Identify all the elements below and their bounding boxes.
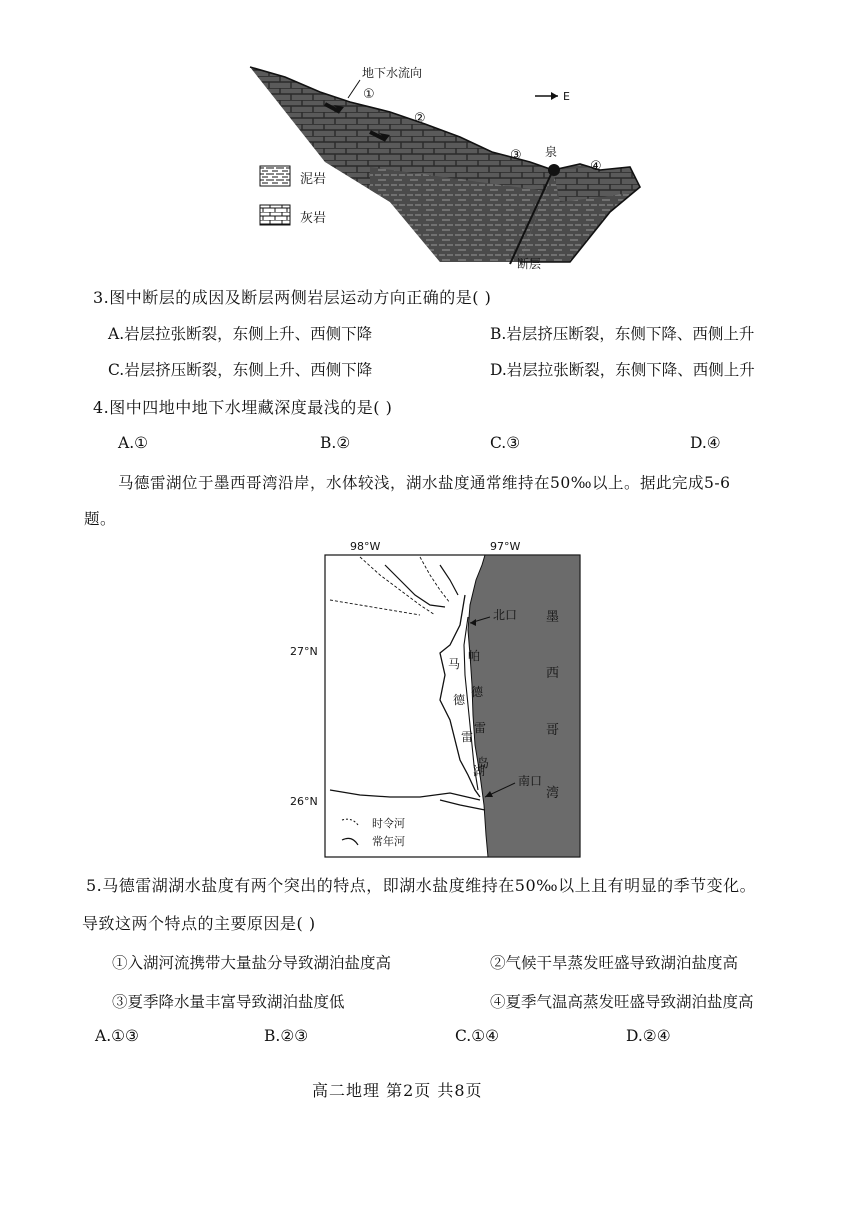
intro-line-2: 题。 <box>84 510 117 528</box>
spring-label: 泉 <box>545 145 558 159</box>
island-char-4: 岛 <box>477 756 490 770</box>
direction-label: E <box>563 90 570 103</box>
q4-option-a: A.① <box>118 434 149 452</box>
q3-stem: 3.图中断层的成因及断层两侧岩层运动方向正确的是( ) <box>93 288 492 307</box>
lake-char-3: 雷 <box>461 730 474 744</box>
q3-option-a: A.岩层拉张断裂，东侧上升、西侧下降 <box>108 325 373 343</box>
q5-stem-line-2: 导致这两个特点的主要原因是( ) <box>82 914 316 933</box>
legend-limestone-label: 灰岩 <box>300 211 327 226</box>
island-char-1: 帕 <box>468 649 481 663</box>
q5-statement-3: ③夏季降水量丰富导致湖泊盐度低 <box>112 993 345 1011</box>
q3-option-d: D.岩层拉张断裂，东侧下降、西侧上升 <box>490 361 755 379</box>
laguna-madre-map <box>290 535 590 865</box>
q5-statement-2: ②气候干旱蒸发旺盛导致湖泊盐度高 <box>490 954 739 972</box>
island-char-3: 雷 <box>474 721 487 735</box>
groundwater-flow-label: 地下水流向 <box>362 66 423 80</box>
q5-option-b: B.②③ <box>264 1027 309 1045</box>
q3-option-c: C.岩层挤压断裂，东侧上升、西侧下降 <box>108 361 373 379</box>
q5-stem-line-1: 5.马德雷湖湖水盐度有两个突出的特点，即湖水盐度维持在50‰以上且有明显的季节变化。 <box>86 876 757 895</box>
island-char-2: 德 <box>471 685 484 699</box>
point-3-label: ③ <box>510 148 522 163</box>
gulf-of-mexico-sea <box>468 555 580 857</box>
fault-label: 断层 <box>517 257 542 271</box>
geology-legend <box>260 166 326 226</box>
q3-option-b: B.岩层挤压断裂，东侧下降、西侧上升 <box>490 325 755 343</box>
point-1-label: ① <box>363 87 375 102</box>
spring-marker <box>548 164 560 176</box>
geology-cross-section <box>230 52 660 277</box>
lon-98w-label: 98°W <box>350 540 381 553</box>
q5-statement-1: ①入湖河流携带大量盐分导致湖泊盐度高 <box>112 954 392 972</box>
q4-stem: 4.图中四地中地下水埋藏深度最浅的是( ) <box>93 398 393 417</box>
limestone-brick-pattern-icon <box>260 205 290 225</box>
q5-option-d: D.②④ <box>626 1027 671 1045</box>
gulf-char-4: 湾 <box>546 786 560 801</box>
lake-char-1: 马 <box>448 657 461 671</box>
mudstone-pattern-icon <box>260 166 290 186</box>
q5-statement-4: ④夏季气温高蒸发旺盛导致湖泊盐度高 <box>490 993 754 1011</box>
lake-char-4: 湖 <box>473 764 486 778</box>
gulf-char-2: 西 <box>546 666 560 681</box>
lake-char-2: 德 <box>453 693 466 707</box>
lon-97w-label: 97°W <box>490 540 521 553</box>
q4-option-d: D.④ <box>690 434 721 452</box>
legend-seasonal-river-label: 时令河 <box>372 817 405 830</box>
gulf-char-3: 哥 <box>546 723 560 738</box>
legend-perennial-river-label: 常年河 <box>372 835 405 848</box>
q4-option-b: B.② <box>320 434 351 452</box>
q5-option-a: A.①③ <box>95 1027 139 1045</box>
point-2-label: ② <box>414 111 426 126</box>
q5-option-c: C.①④ <box>455 1027 500 1045</box>
north-inlet-label: 北口 <box>493 608 518 622</box>
east-direction-arrow <box>535 90 570 103</box>
south-inlet-label: 南口 <box>518 774 543 788</box>
point-4-label: ④ <box>590 159 602 174</box>
q4-option-c: C.③ <box>490 434 521 452</box>
lat-26n-label: 26°N <box>290 795 318 808</box>
page-footer: 高二地理 第2页 共8页 <box>312 1081 483 1100</box>
lat-27n-label: 27°N <box>290 645 318 658</box>
intro-line-1: 马德雷湖位于墨西哥湾沿岸，水体较浅，湖水盐度通常维持在50‰以上。据此完成5-6 <box>118 474 731 492</box>
gulf-char-1: 墨 <box>546 610 560 625</box>
legend-mudstone-label: 泥岩 <box>300 172 327 187</box>
